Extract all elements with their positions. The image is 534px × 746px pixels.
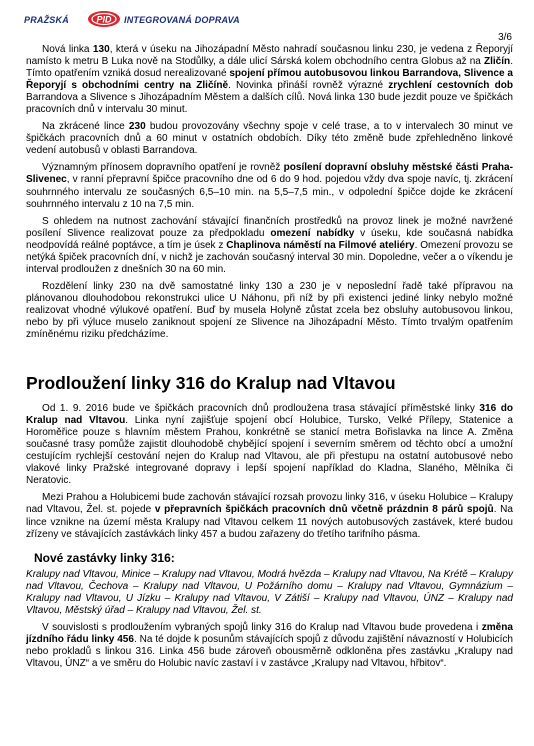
paragraph-slivenec: Významným přínosem dopravního opatření je rovněž posílení dopravní obsluhy městské části Praha-Slivenec, v ranní přepravní špičce pracovního dne od 6 do 9 hod. pojedou vždy dva spoje navíc, tj. zkrácení souhrnného intervalu ze současných 6,5–10 min. na 5,5–7,5 min., v odpolední špičce dojde ke zkrácení souhrnného intervalu z 10 na 7,5 min.: [26, 162, 513, 210]
document-body: [26, 44, 513, 675]
paragraph-omezeni: S ohledem na nutnost zachování stávající finančních prostředků na provoz linek je možné navržené posílení Slivence realizovat pouze za předpokladu omezení nabídky v úseku, kde současná nabídka neodpovídá reálné poptávce, a tím je úsek z Chaplinova náměstí na Filmové ateliéry. Omezení provozu se netýká špiček pracovních dní, v nichž je zachován současný interval 30 min. Dopoledne, večer a o víkendu je interval prodloužen z dnešních 30 na 60 min.: [26, 215, 513, 275]
paragraph-line-230: Na zkrácené lince 230 budou provozovány všechny spoje v celé trase, a to v intervalech 30 minut ve špičkách pracovních dnů a 60 minut v ostatních obdobích. Díky této změně bude zpřehledněno linkové vedení autobusů v oblasti Barrandova.: [26, 121, 513, 157]
stops-list: Kralupy nad Vltavou, Minice – Kralupy nad Vltavou, Modrá hvězda – Kralupy nad Vltavou, Na Krétě – Kralupy nad Vltavou, Čechova – Kralupy nad Vltavou, U Požárního domu – Kralupy nad Vltavou, Gymnázium – Kralupy nad Vltavou, U Jízku – Kralupy nad Vltavou, V Zátiší – Kralupy nad Vltavou, ÚNZ – Kralupy nad Vltavou, Městský úřad – Kralupy nad Vltavou, Žel. st.: [26, 568, 513, 616]
paragraph-rozdeleni: Rozdělení linky 230 na dvě samostatné linky 130 a 230 je v neposlední řadě také přípravou na plánovanou dlouhodobou rekonstrukci ulice U Náhonu, při níž by při existenci jediné linky nebylo možné realizovat vhodné výlukové opatření. Buď by musela Holyně zůstat zcela bez obsluhy autobusovou linkou, nebo by při výluce muselo zaniknout spojení ze Slivence na Jihozápadní Město. Tímto trvalým opatřením zmíněnému riziku předcházíme.: [26, 280, 513, 341]
stops-heading: Nové zastávky linky 316:: [34, 550, 175, 565]
brand-name-right: INTEGROVANÁ DOPRAVA: [124, 15, 240, 25]
pid-logo-icon: [86, 10, 122, 28]
paragraph-line-130: Nová linka 130, která v úseku na Jihozápadní Město nahradí současnou linku 230, je vedena z Řeporyjí namísto k metru B Luka nově na Stodůlky, a dále ulicí Sárská kolem obchodního centra Globus až na Zličín. Tímto opatřením vzniká dosud nerealizované spojení přímou autobusovou linkou Barrandova, Slivence a Řeporyjí s obchodními centry na Zličíně. Novinka přináší rovněž výrazné zrychlení cestovních dob Barrandova a Slivence s Jihozápadním Městem a dalších cílů. Nová linka 130 bude jezdit pouze ve špičkách pracovních dnů v intervalu 30 minut.: [26, 44, 513, 116]
page-header: [24, 10, 514, 43]
section-heading-316: Prodloužení linky 316 do Kralup nad Vltavou: [26, 373, 396, 394]
page-number: 3/6: [498, 32, 512, 43]
paragraph-316-provoz: Mezi Prahou a Holubicemi bude zachován stávající rozsah provozu linky 316, v úseku Holubice – Kralupy nad Vltavou, Žel. st. pojede v přepravních špičkách pracovních dnů včetně prázdnin 8 párů spojů. Na lince vznikne na území města Kralupy nad Vltavou celkem 11 nových autobusových zastávek, které budou zřízeny ve stávajících zastávkách linky 457 a budou zařazeny do třetího tarifního pásma.: [26, 492, 513, 540]
brand-name-left: PRAŽSKÁ: [24, 15, 69, 25]
pid-logo-text: PID: [96, 14, 112, 25]
paragraph-line-456: V souvislosti s prodloužením vybraných spojů linky 316 do Kralup nad Vltavou bude provedena i změna jízdního řádu linky 456. Na té dojde k posunům stávajících spojů z důvodu zajištění návazností v Holubicích nebo prokladů s linkou 316. Linka 456 bude zároveň obousměrně odkloněna přes zastávku „Kralupy nad Vltavou, ÚNZ“ a ve směru do Holubic navíc zastaví i v zastávce „Kralupy nad Vltavou, hřbitov“.: [26, 621, 513, 669]
paragraph-316-intro: Od 1. 9. 2016 bude ve špičkách pracovních dnů prodloužena trasa stávající příměstské linky 316 do Kralup nad Vltavou. Linka nyní zajišťuje spojení obcí Holubice, Tursko, Velké Přílepy, Statenice a Horoměřice pouze s hlavním městem Prahou, konkrétně se stanicí metra Bořislavka na lince A. Změna současné trasy pomůže zajistit dlouhodobě chybějící spojení i severním směrem od těchto obcí a umožní cestujícím rychlejší cestování nejen do Kralup nad Vltavou, ale při přestupu na ostatní autobusové nebo vlakové linky Pražské integrované dopravy i lepší spojení například do Kladna, Slaného, Mělníka či Neratovic.: [26, 403, 513, 487]
